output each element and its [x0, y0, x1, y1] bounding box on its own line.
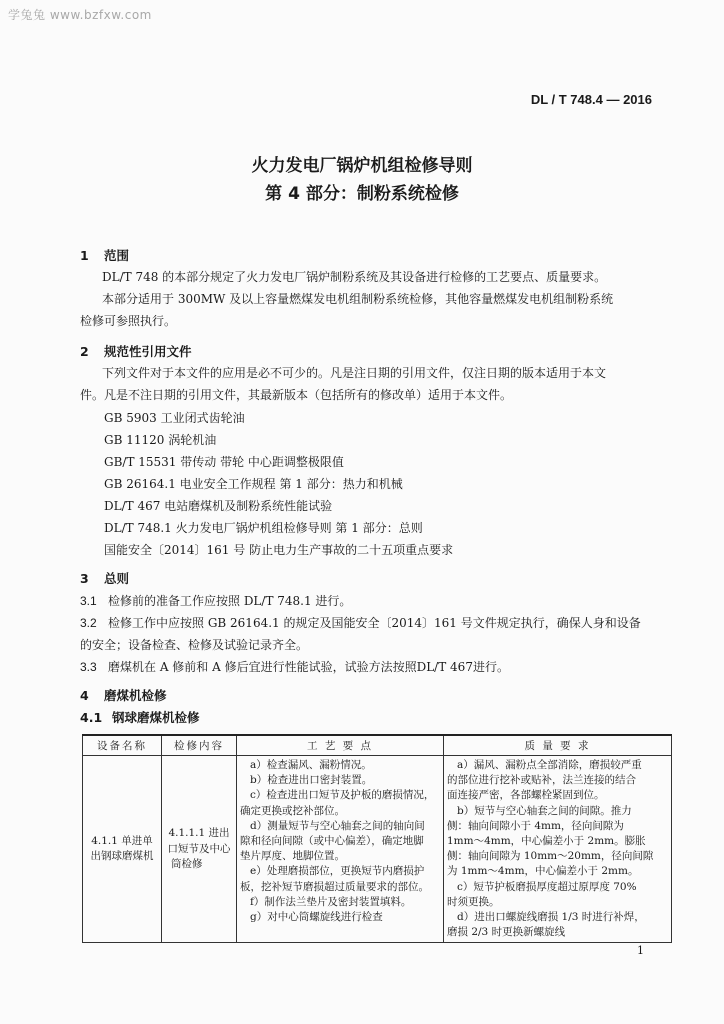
- reference-item: GB/T 15531 带传动 带轮 中心距调整极限值: [104, 455, 344, 469]
- clause-text: 检修工作中应按照 GB 26164.1 的规定及国能安全〔2014〕161 号文件规定执行，确保人身和设备: [108, 616, 641, 630]
- cell-line: 1mm～4mm，中心偏差小于 2mm。膨胀: [447, 835, 646, 848]
- section-heading-general: [80, 569, 129, 587]
- subsection-title: 钢球磨煤机检修: [112, 710, 200, 725]
- clause-number: 3.3: [80, 660, 97, 674]
- cell-line: g）对中心筒螺旋线进行检查: [250, 911, 383, 924]
- clause-number: 3.1: [80, 594, 97, 608]
- paragraph: 本部分适用于 300MW 及以上容量燃煤发电机组制粉系统检修，其他容量燃煤发电机组制粉系统: [102, 292, 614, 306]
- cell-process: [237, 756, 444, 943]
- cell-line: 面连接严密，各部螺栓紧固到位。: [447, 789, 605, 802]
- cell-line: a）检查漏风、漏粉情况。: [250, 759, 372, 771]
- cell-line: d）进出口螺旋线磨损 1/3 时进行补焊，: [457, 911, 645, 924]
- cell-line: 板，挖补短节磨损超过质量要求的部位。: [240, 880, 429, 893]
- cell-line: c）检查进出口短节及护板的磨损情况，: [250, 789, 435, 802]
- clause-3-1: [80, 592, 351, 609]
- cell-line: b）检查进出口密封装置。: [250, 774, 373, 787]
- paragraph: 下列文件对于本文件的应用是必不可少的。凡是注日期的引用文件，仅注日期的版本适用于本文: [102, 366, 607, 380]
- clause-number: 3.2: [80, 616, 97, 630]
- cell-line: 隙和径向间隙（或中心偏差），确定地脚: [240, 835, 424, 848]
- section-title: 磨煤机检修: [104, 688, 167, 703]
- column-header-content: 检修内容: [162, 735, 237, 756]
- cell-line: 时须更换。: [447, 895, 500, 908]
- subsection-heading-ball-mill: [80, 708, 200, 726]
- clause-text: 检修前的准备工作应按照 DL/T 748.1 进行。: [108, 594, 352, 608]
- cell-line: 侧：轴向间隙小于 4mm，径向间隙为: [447, 819, 624, 832]
- reference-item: 国能安全〔2014〕161 号 防止电力生产事故的二十五项重点要求: [104, 543, 454, 557]
- cell-content: [162, 756, 237, 943]
- document-number: DL / T 748.4 — 2016: [530, 92, 652, 107]
- cell-line: 4.1.1 单进单: [91, 835, 153, 848]
- subsection-number: 4.1: [80, 710, 103, 725]
- document-subtitle: 第 4 部分：制粉系统检修: [265, 184, 459, 204]
- reference-item: GB 26164.1 电业安全工作规程 第 1 部分：热力和机械: [104, 477, 403, 491]
- table-header-row: [83, 735, 672, 756]
- clause-3-2-continuation: 的安全；设备检查、检修及试验记录齐全。: [80, 638, 309, 652]
- reference-item: GB 11120 涡轮机油: [104, 433, 217, 447]
- reference-item: DL/T 467 电站磨煤机及制粉系统性能试验: [104, 499, 333, 513]
- paragraph-continuation: 件。凡是不注日期的引用文件，其最新版本（包括所有的修改单）适用于本文件。: [80, 388, 513, 402]
- page-number: 1: [637, 944, 644, 957]
- section-number: 2: [80, 344, 89, 359]
- section-number: 4: [80, 688, 89, 703]
- section-title: 规范性引用文件: [104, 344, 192, 359]
- section-title: 总则: [104, 571, 130, 586]
- section-heading-mill-maintenance: [80, 686, 167, 704]
- table-row: [83, 756, 672, 943]
- cell-line: d）测量短节与空心轴套之间的轴向间: [250, 819, 425, 832]
- watermark: 学兔兔 www.bzfxw.com: [8, 8, 152, 22]
- reference-item: DL/T 748.1 火力发电厂锅炉机组检修导则 第 1 部分：总则: [104, 521, 423, 535]
- cell-equipment: [83, 756, 162, 943]
- cell-quality: [444, 756, 672, 943]
- paragraph-continuation: 检修可参照执行。: [80, 314, 177, 328]
- clause-3-3: [80, 658, 509, 675]
- document-title: 火力发电厂锅炉机组检修导则: [251, 156, 473, 176]
- reference-item: GB 5903 工业闭式齿轮油: [104, 411, 245, 425]
- cell-line: 口短节及中心: [167, 842, 231, 855]
- cell-line: e）处理磨损部位，更换短节内磨损护: [250, 865, 425, 878]
- cell-line: 垫片厚度、地脚位置。: [240, 850, 345, 863]
- section-heading-normative-references: [80, 342, 192, 360]
- section-number: 1: [80, 248, 89, 263]
- column-header-quality: 质 量 要 求: [444, 735, 672, 756]
- paragraph: DL/T 748 的本部分规定了火力发电厂锅炉制粉系统及其设备进行检修的工艺要点、质量要求。: [102, 270, 607, 284]
- cell-line: 筒检修: [171, 857, 203, 870]
- cell-line: a）漏风、漏粉点全部消除，磨损较严重: [457, 759, 642, 771]
- cell-line: 为 1mm～4mm，中心偏差小于 2mm。: [447, 865, 639, 878]
- cell-line: f）制作法兰垫片及密封装置填料。: [250, 895, 412, 908]
- cell-line: 侧：轴向间隙为 10mm～20mm，径向间隙: [447, 850, 654, 863]
- cell-line: c）短节护板磨损厚度超过原厚度 70%: [457, 880, 637, 893]
- cell-line: 的部位进行挖补或贴补，法兰连接的结合: [447, 774, 636, 787]
- clause-3-2: [80, 614, 641, 631]
- cell-line: 磨损 2/3 时更换新螺旋线: [447, 926, 566, 939]
- section-heading-scope: [80, 246, 129, 264]
- column-header-process: 工 艺 要 点: [237, 735, 444, 756]
- maintenance-requirements-table: [82, 734, 672, 943]
- section-title: 范围: [104, 248, 130, 263]
- section-number: 3: [80, 571, 89, 586]
- cell-line: 确定更换或挖补部位。: [240, 804, 345, 817]
- cell-line: b）短节与空心轴套之间的间隙。推力: [457, 804, 632, 817]
- column-header-equipment: 设备名称: [83, 735, 162, 756]
- clause-text: 磨煤机在 A 修前和 A 修后宜进行性能试验，试验方法按照DL/T 467进行。: [108, 660, 509, 674]
- cell-line: 出钢球磨煤机: [90, 850, 154, 863]
- cell-line: 4.1.1.1 进出: [168, 827, 230, 840]
